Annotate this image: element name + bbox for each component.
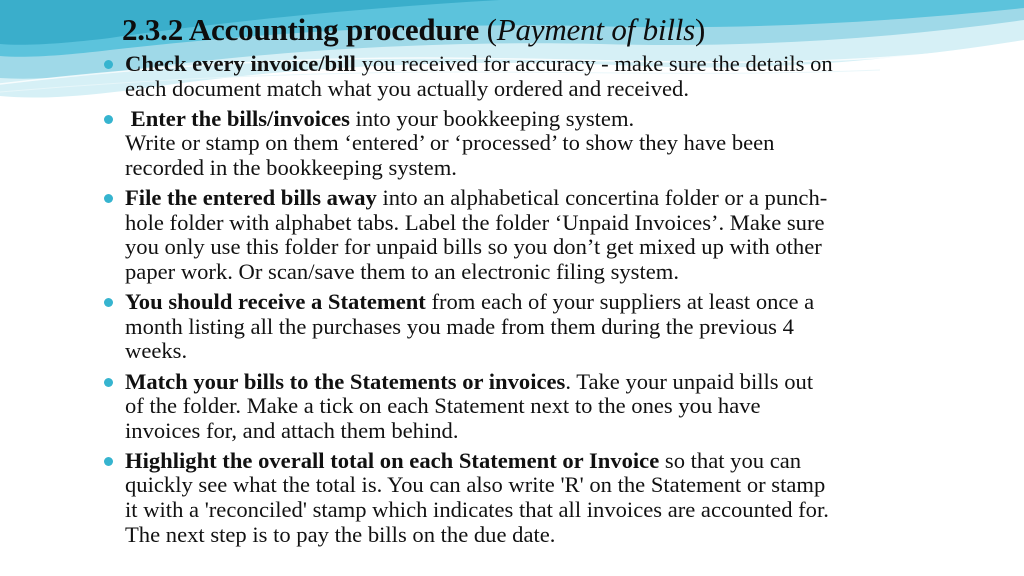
- bullet-text: so that you can: [659, 447, 802, 473]
- bullet-list: [0, 52, 1024, 553]
- bullet-bold: Highlight the overall total on each Statement or Invoice: [125, 447, 660, 473]
- bullet-text: you only use this folder for unpaid bills so you don’t get mixed up with other: [125, 234, 822, 260]
- bullet-bold: Enter the bills/invoices: [125, 105, 350, 131]
- bullet-item-highlight-total: [0, 449, 1024, 547]
- bullet-bold: Match your bills to the Statements or invoices: [125, 368, 566, 394]
- bullet-dot-icon: [104, 115, 113, 124]
- bullet-text: into your bookkeeping system.: [349, 105, 635, 131]
- bullet-dot-icon: [104, 378, 113, 387]
- bullet-text: invoices for, and attach them behind.: [125, 417, 459, 443]
- bullet-bold: Check every invoice/bill: [125, 51, 356, 76]
- bullet-text: weeks.: [125, 338, 188, 364]
- bullet-text: paper work. Or scan/save them to an electronic filing system.: [125, 258, 679, 284]
- bullet-item-match-bills: [0, 370, 1024, 444]
- slide-title: [122, 12, 705, 48]
- bullet-item-enter-bills: [0, 107, 1024, 181]
- bullet-text: you received for accuracy - make sure the details on: [355, 51, 833, 76]
- bullet-item-statement: [0, 290, 1024, 364]
- bullet-text: recorded in the bookkeeping system.: [125, 154, 457, 180]
- bullet-dot-icon: [104, 457, 113, 466]
- title-paren-close: ): [695, 12, 706, 47]
- bullet-text: . Take your unpaid bills out: [565, 368, 814, 394]
- title-italic: Payment of bills: [496, 12, 696, 47]
- bullet-dot-icon: [104, 60, 113, 69]
- bullet-text: into an alphabetical concertina folder or a punch-: [376, 185, 828, 211]
- bullet-bold: You should receive a Statement: [125, 289, 426, 315]
- bullet-item-file-bills: [0, 186, 1024, 284]
- bullet-text: quickly see what the total is. You can also write 'R' on the Statement or stamp: [125, 472, 826, 498]
- bullet-text: The next step is to pay the bills on the due date.: [125, 521, 556, 547]
- title-main: Accounting procedure: [188, 12, 480, 47]
- section-number: 2.3.2: [122, 12, 184, 47]
- bullet-text: Write or stamp on them ‘entered’ or ‘processed’ to show they have been: [125, 130, 775, 156]
- bullet-dot-icon: [104, 298, 113, 307]
- title-paren-open: (: [486, 12, 497, 47]
- bullet-text: from each of your suppliers at least once a: [425, 289, 815, 315]
- bullet-text: hole folder with alphabet tabs. Label the folder ‘Unpaid Invoices’. Make sure: [125, 209, 825, 235]
- bullet-text: month listing all the purchases you made from them during the previous 4: [125, 313, 794, 339]
- bullet-text: each document match what you actually ordered and received.: [125, 75, 689, 101]
- bullet-dot-icon: [104, 194, 113, 203]
- bullet-text: of the folder. Make a tick on each Statement next to the ones you have: [125, 393, 761, 419]
- bullet-bold: File the entered bills away: [125, 185, 377, 211]
- bullet-item-check-invoice: [0, 52, 1024, 101]
- bullet-text: it with a 'reconciled' stamp which indicates that all invoices are accounted for.: [125, 497, 829, 523]
